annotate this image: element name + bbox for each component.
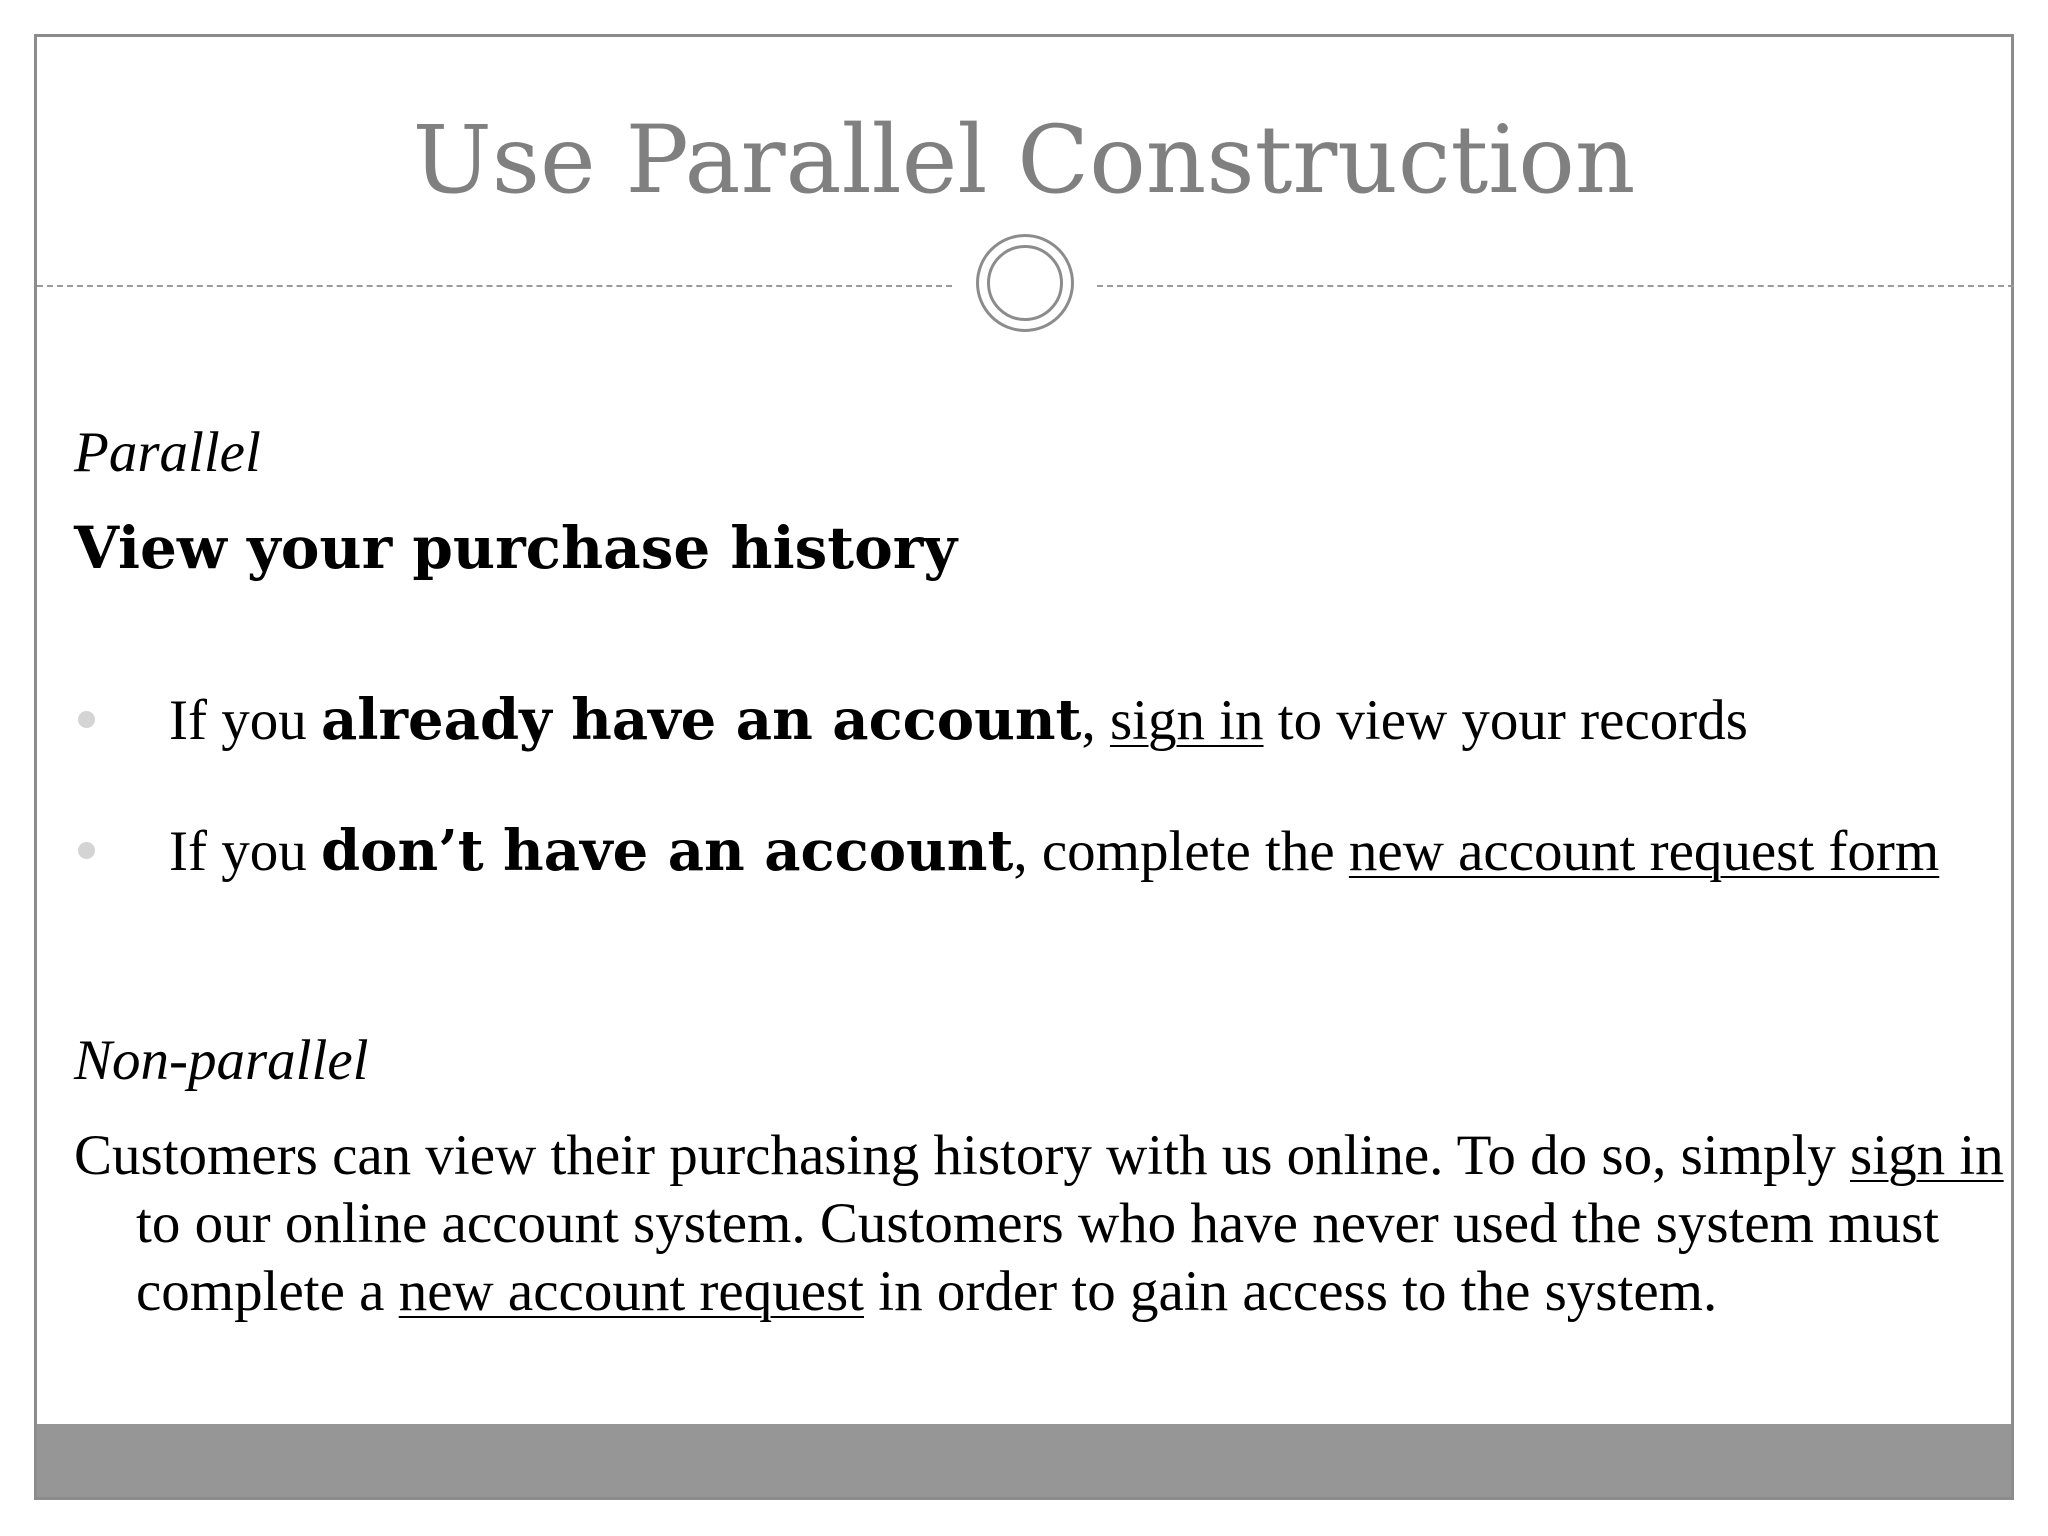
divider-circle-icon: [976, 234, 1074, 332]
bullet-dot-icon: [78, 842, 95, 859]
bullet-text: [169, 680, 1748, 761]
nonparallel-label: Non-parallel: [74, 1029, 369, 1092]
parallel-label: Parallel: [74, 421, 261, 484]
bullet-emphasis: already have an account: [320, 687, 1082, 753]
footer-bar: [37, 1424, 2011, 1497]
bullet-emphasis: don’t have an account: [320, 818, 1014, 884]
bullet-dot-icon: [78, 711, 95, 728]
title-divider-left: [37, 285, 952, 287]
new-account-request-link[interactable]: new account request: [398, 1260, 865, 1323]
bullet-text-mid: ,: [1081, 689, 1110, 752]
bullet-text: [169, 811, 1939, 892]
parallel-heading: View your purchase history: [74, 514, 958, 582]
nonparallel-paragraph: [74, 1122, 2014, 1326]
sign-in-link[interactable]: sign in: [1850, 1124, 2004, 1187]
divider-inner-circle: [987, 245, 1063, 321]
bullet-text-lead: If you: [169, 820, 321, 883]
paragraph-text: in order to gain access to the system.: [864, 1260, 1718, 1323]
slide: [34, 34, 2014, 1500]
paragraph-text: Customers can view their purchasing history with us online. To do so, simply: [74, 1124, 1851, 1187]
paragraph-text: to our online account system. Customers who have never used the system must complete a: [136, 1192, 1940, 1323]
new-account-request-form-link[interactable]: new account request form: [1348, 820, 1940, 883]
bullet-text-mid: , complete the: [1013, 820, 1349, 883]
bullet-text-lead: If you: [169, 689, 321, 752]
bullet-text-tail: to view your records: [1263, 689, 1748, 752]
sign-in-link[interactable]: sign in: [1109, 689, 1264, 752]
title-divider-right: [1097, 285, 2014, 287]
slide-title: Use Parallel Construction: [412, 106, 1636, 215]
